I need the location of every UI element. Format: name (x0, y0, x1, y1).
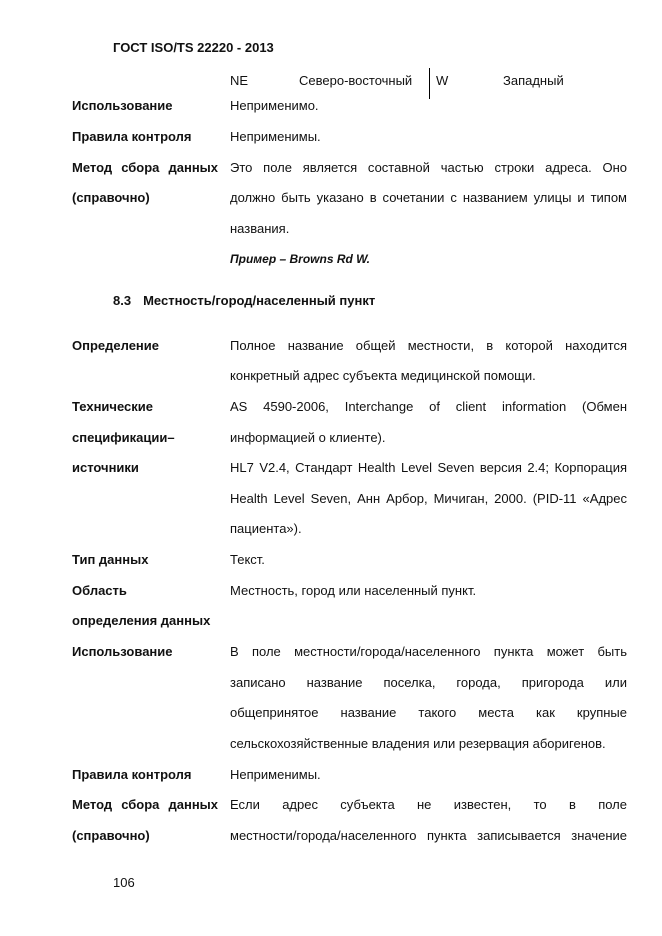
usage-text-line: записано название поселка, города, пригорода или (230, 675, 627, 690)
tech-spec-line: пациента»). (230, 521, 302, 536)
domain-value: Местность, город или населенный пункт. (230, 583, 477, 598)
direction-code-ne: NE (230, 73, 249, 88)
example-text: Пример – Browns Rd W. (230, 252, 370, 266)
method-label-2: Метод сбора данных (72, 797, 218, 812)
method-text-line-2: местности/города/населенного пункта записывается значение (230, 828, 627, 843)
validation-value: Неприменимы. (230, 129, 321, 144)
usage-label: Использование (72, 98, 173, 113)
usage-label-2: Использование (72, 644, 173, 659)
method-label-note-2: (справочно) (72, 828, 150, 843)
tech-spec-label: спецификации– (72, 430, 175, 445)
definition-text-line: Полное название общей местности, в которой находится (230, 338, 627, 353)
tech-spec-line: Health Level Seven, Анн Арбор, Мичиган, 2000. (PID-11 «Адрес (230, 491, 627, 506)
tech-spec-line: HL7 V2.4, Стандарт Health Level Seven версия 2.4; Корпорация (230, 460, 627, 475)
tech-spec-line: AS 4590-2006, Interchange of client information (Обмен (230, 399, 627, 414)
section-number: 8.3 (113, 293, 132, 308)
document-header: ГОСТ ISO/TS 22220 - 2013 (113, 40, 274, 55)
validation-value-2: Неприменимы. (230, 767, 321, 782)
definition-label: Определение (72, 338, 160, 353)
domain-label: Область (72, 583, 127, 598)
direction-code-w: W (436, 73, 449, 88)
tech-spec-label: источники (72, 460, 139, 475)
method-label: Метод сбора данных (72, 160, 218, 175)
usage-text-line: общепринятое название такого места как крупные (230, 705, 627, 720)
direction-name-ne: Северо-восточный (299, 73, 413, 88)
section-title: Местность/город/населенный пункт (143, 293, 376, 308)
tech-spec-line: информацией о клиенте). (230, 430, 386, 445)
validation-label-2: Правила контроля (72, 767, 192, 782)
method-text-line: должно быть указано в сочетании с названием улицы и типом (230, 190, 627, 205)
datatype-label: Тип данных (72, 552, 149, 567)
datatype-value: Текст. (230, 552, 265, 567)
usage-text-line: сельскохозяйственные владения или резервация аборигенов. (230, 736, 606, 751)
method-text-line: названия. (230, 221, 290, 236)
usage-text-line: В поле местности/города/населенного пункта может быть (230, 644, 627, 659)
tech-spec-label: Технические (72, 399, 153, 414)
direction-name-w: Западный (503, 73, 564, 88)
domain-label: определения данных (72, 613, 211, 628)
method-text-line: Это поле является составной частью строки адреса. Оно (230, 160, 627, 175)
table-divider (429, 68, 430, 99)
definition-text-line: конкретный адрес субъекта медицинской помощи. (230, 368, 536, 383)
method-label-note: (справочно) (72, 190, 150, 205)
method-text-line-2: Если адрес субъекта не известен, то в поле (230, 797, 627, 812)
page-number: 106 (113, 875, 135, 890)
usage-value: Неприменимо. (230, 98, 319, 113)
section-heading (113, 293, 375, 308)
validation-label: Правила контроля (72, 129, 192, 144)
